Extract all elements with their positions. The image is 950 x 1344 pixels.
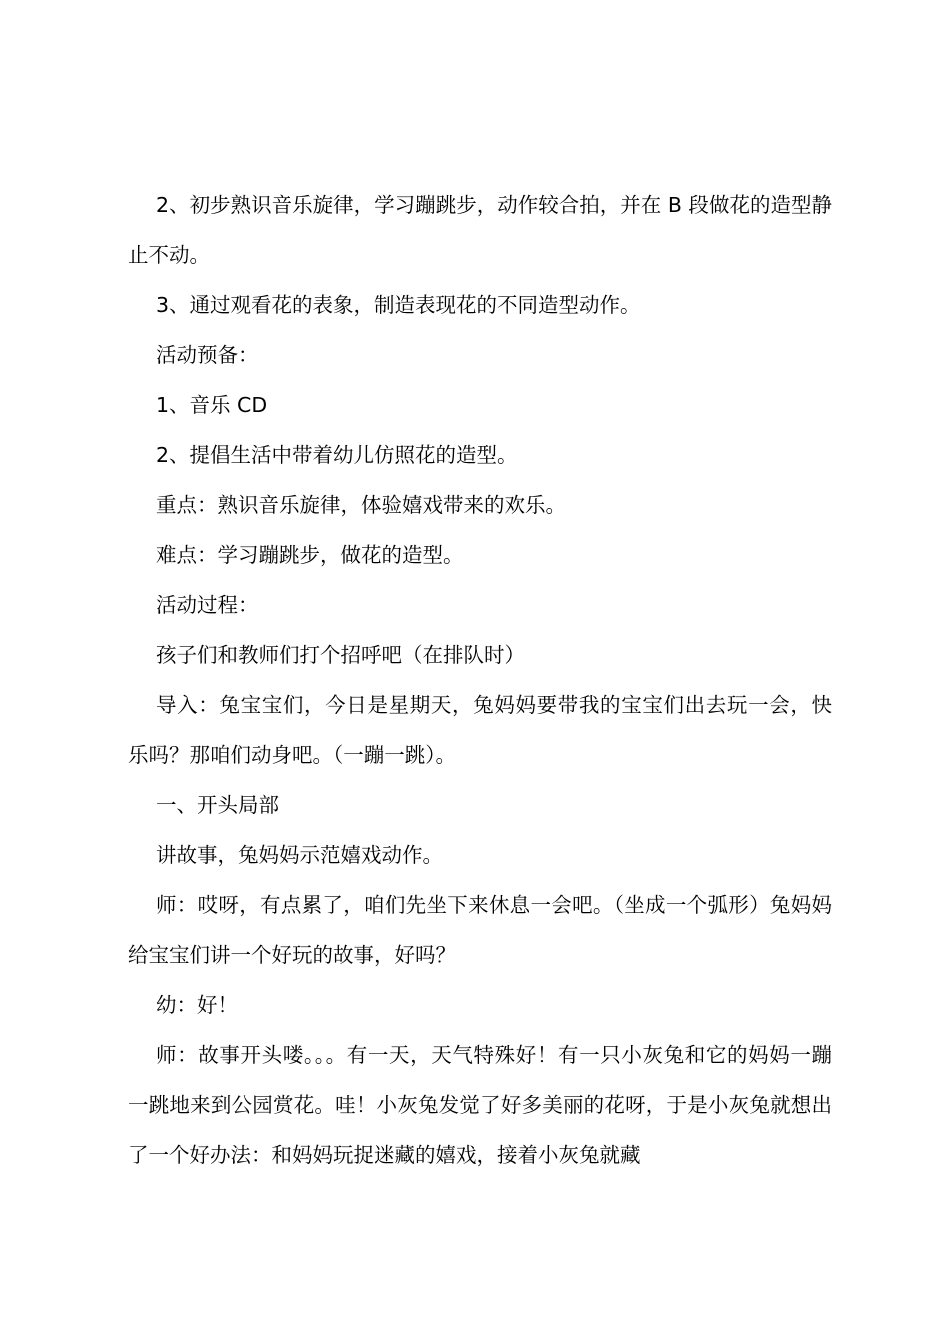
paragraph-child-reply: 幼：好！ xyxy=(156,993,238,1017)
paragraph-section-1-heading: 一、开头局部 xyxy=(156,793,279,817)
paragraph-introduction: 导入：兔宝宝们，今日是星期天，兔妈妈要带我的宝宝们出去玩一会，快乐吗？那咱们动身吧。（一蹦一跳）。 xyxy=(128,693,832,767)
paragraph-key-point: 重点：熟识音乐旋律，体验嬉戏带来的欢乐。 xyxy=(156,493,566,517)
paragraph-preparation-2: 2、提倡生活中带着幼儿仿照花的造型。 xyxy=(156,443,518,467)
paragraph-process-heading: 活动过程： xyxy=(156,593,259,617)
paragraph-objective-3: 3、通过观看花的表象，制造表现花的不同造型动作。 xyxy=(156,293,641,317)
document-body xyxy=(128,180,832,1180)
paragraph-teacher-rest: 师：哎呀，有点累了，咱们先坐下来休息一会吧。（坐成一个弧形）兔妈妈给宝宝们讲一个好玩的故事，好吗？ xyxy=(128,893,832,967)
paragraph-difficulty: 难点：学习蹦跳步，做花的造型。 xyxy=(156,543,464,567)
paragraph-storytelling: 讲故事，兔妈妈示范嬉戏动作。 xyxy=(156,843,443,867)
paragraph-greeting: 孩子们和教师们打个招呼吧（在排队时） xyxy=(156,643,525,667)
paragraph-preparation-1: 1、音乐 CD xyxy=(156,393,268,417)
paragraph-story-start: 师：故事开头喽。。。有一天，天气特殊好！有一只小灰兔和它的妈妈一蹦一跳地来到公园赏花。哇！小灰兔发觉了好多美丽的花呀，于是小灰兔就想出了一个好办法：和妈妈玩捉迷藏的嬉戏，接着小灰兔就藏 xyxy=(128,1043,832,1167)
paragraph-preparation-heading: 活动预备： xyxy=(156,343,259,367)
paragraph-objective-2: 2、初步熟识音乐旋律，学习蹦跳步，动作较合拍，并在 B 段做花的造型静止不动。 xyxy=(128,193,832,267)
